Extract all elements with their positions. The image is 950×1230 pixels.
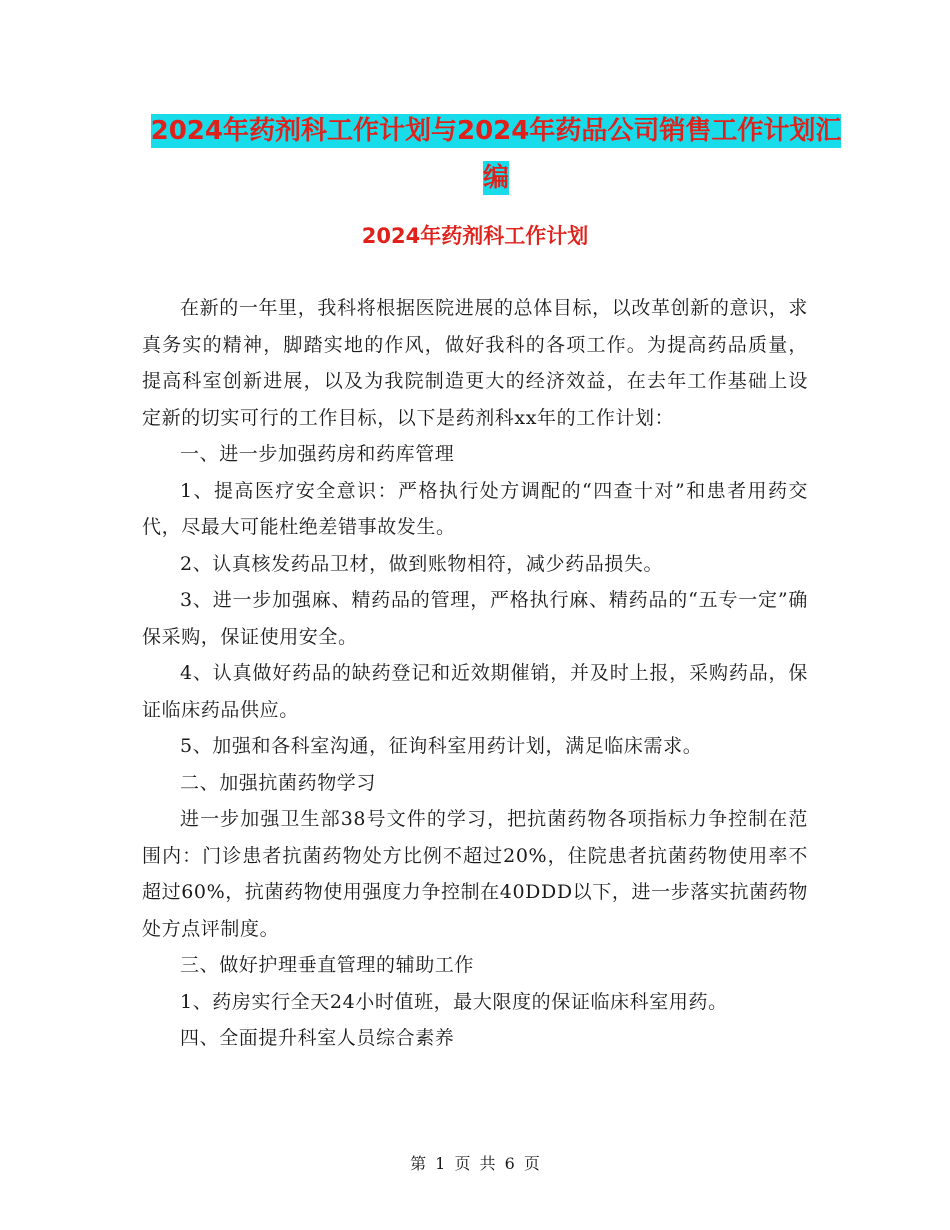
paragraph-3-1: 1、药房实行全天24小时值班，最大限度的保证临床科室用药。 <box>180 990 728 1013</box>
heading-1: 一、进一步加强药房和药库管理 <box>180 443 455 465</box>
document-title <box>140 108 852 202</box>
paragraph-1-5: 5、加强和各科室沟通，征询科室用药计划，满足临床需求。 <box>180 735 703 757</box>
paragraph-1-4: 4、认真做好药品的缺药登记和近效期催销，并及时上报，采购药品，保证临床药品供应。 <box>142 662 808 721</box>
heading-4: 四、全面提升科室人员综合素养 <box>180 1027 455 1049</box>
paragraph-1-3: 3、进一步加强麻、精药品的管理，严格执行麻、精药品的“五专一定”确保采购，保证使用安全。 <box>142 589 808 648</box>
heading-3: 三、做好护理垂直管理的辅助工作 <box>180 954 475 976</box>
document-title-text: 2024年药剂科工作计划与2024年药品公司销售工作计划汇编 <box>150 116 842 193</box>
paragraph-intro: 在新的一年里，我科将根据医院进展的总体目标，以改革创新的意识，求真务实的精神，脚踏实地的作风，做好我科的各项工作。为提高药品质量，提高科室创新进展，以及为我院制造更大的经济效益，在去年工作基础上设定新的切实可行的工作目标，以下是药剂科xx年的工作计划： <box>142 297 808 429</box>
section-title: 2024年药剂科工作计划 <box>361 224 589 248</box>
paragraph-1-2: 2、认真核发药品卫材，做到账物相符，减少药品损失。 <box>180 552 664 575</box>
document-body <box>142 290 808 1057</box>
paragraph-2: 进一步加强卫生部38号文件的学习，把抗菌药物各项指标力争控制在范围内：门诊患者抗菌药物处方比例不超过20%，住院患者抗菌药物使用率不超过60%，抗菌药物使用强度力争控制在40DDD以下，进一步落实抗菌药物处方点评制度。 <box>142 808 808 940</box>
heading-2: 二、加强抗菌药物学习 <box>180 771 377 794</box>
paragraph-1-1: 1、提高医疗安全意识：严格执行处方调配的“四查十对”和患者用药交代，尽最大可能杜绝差错事故发生。 <box>142 479 808 538</box>
page-footer: 第 1 页 共 6 页 <box>410 1154 540 1173</box>
